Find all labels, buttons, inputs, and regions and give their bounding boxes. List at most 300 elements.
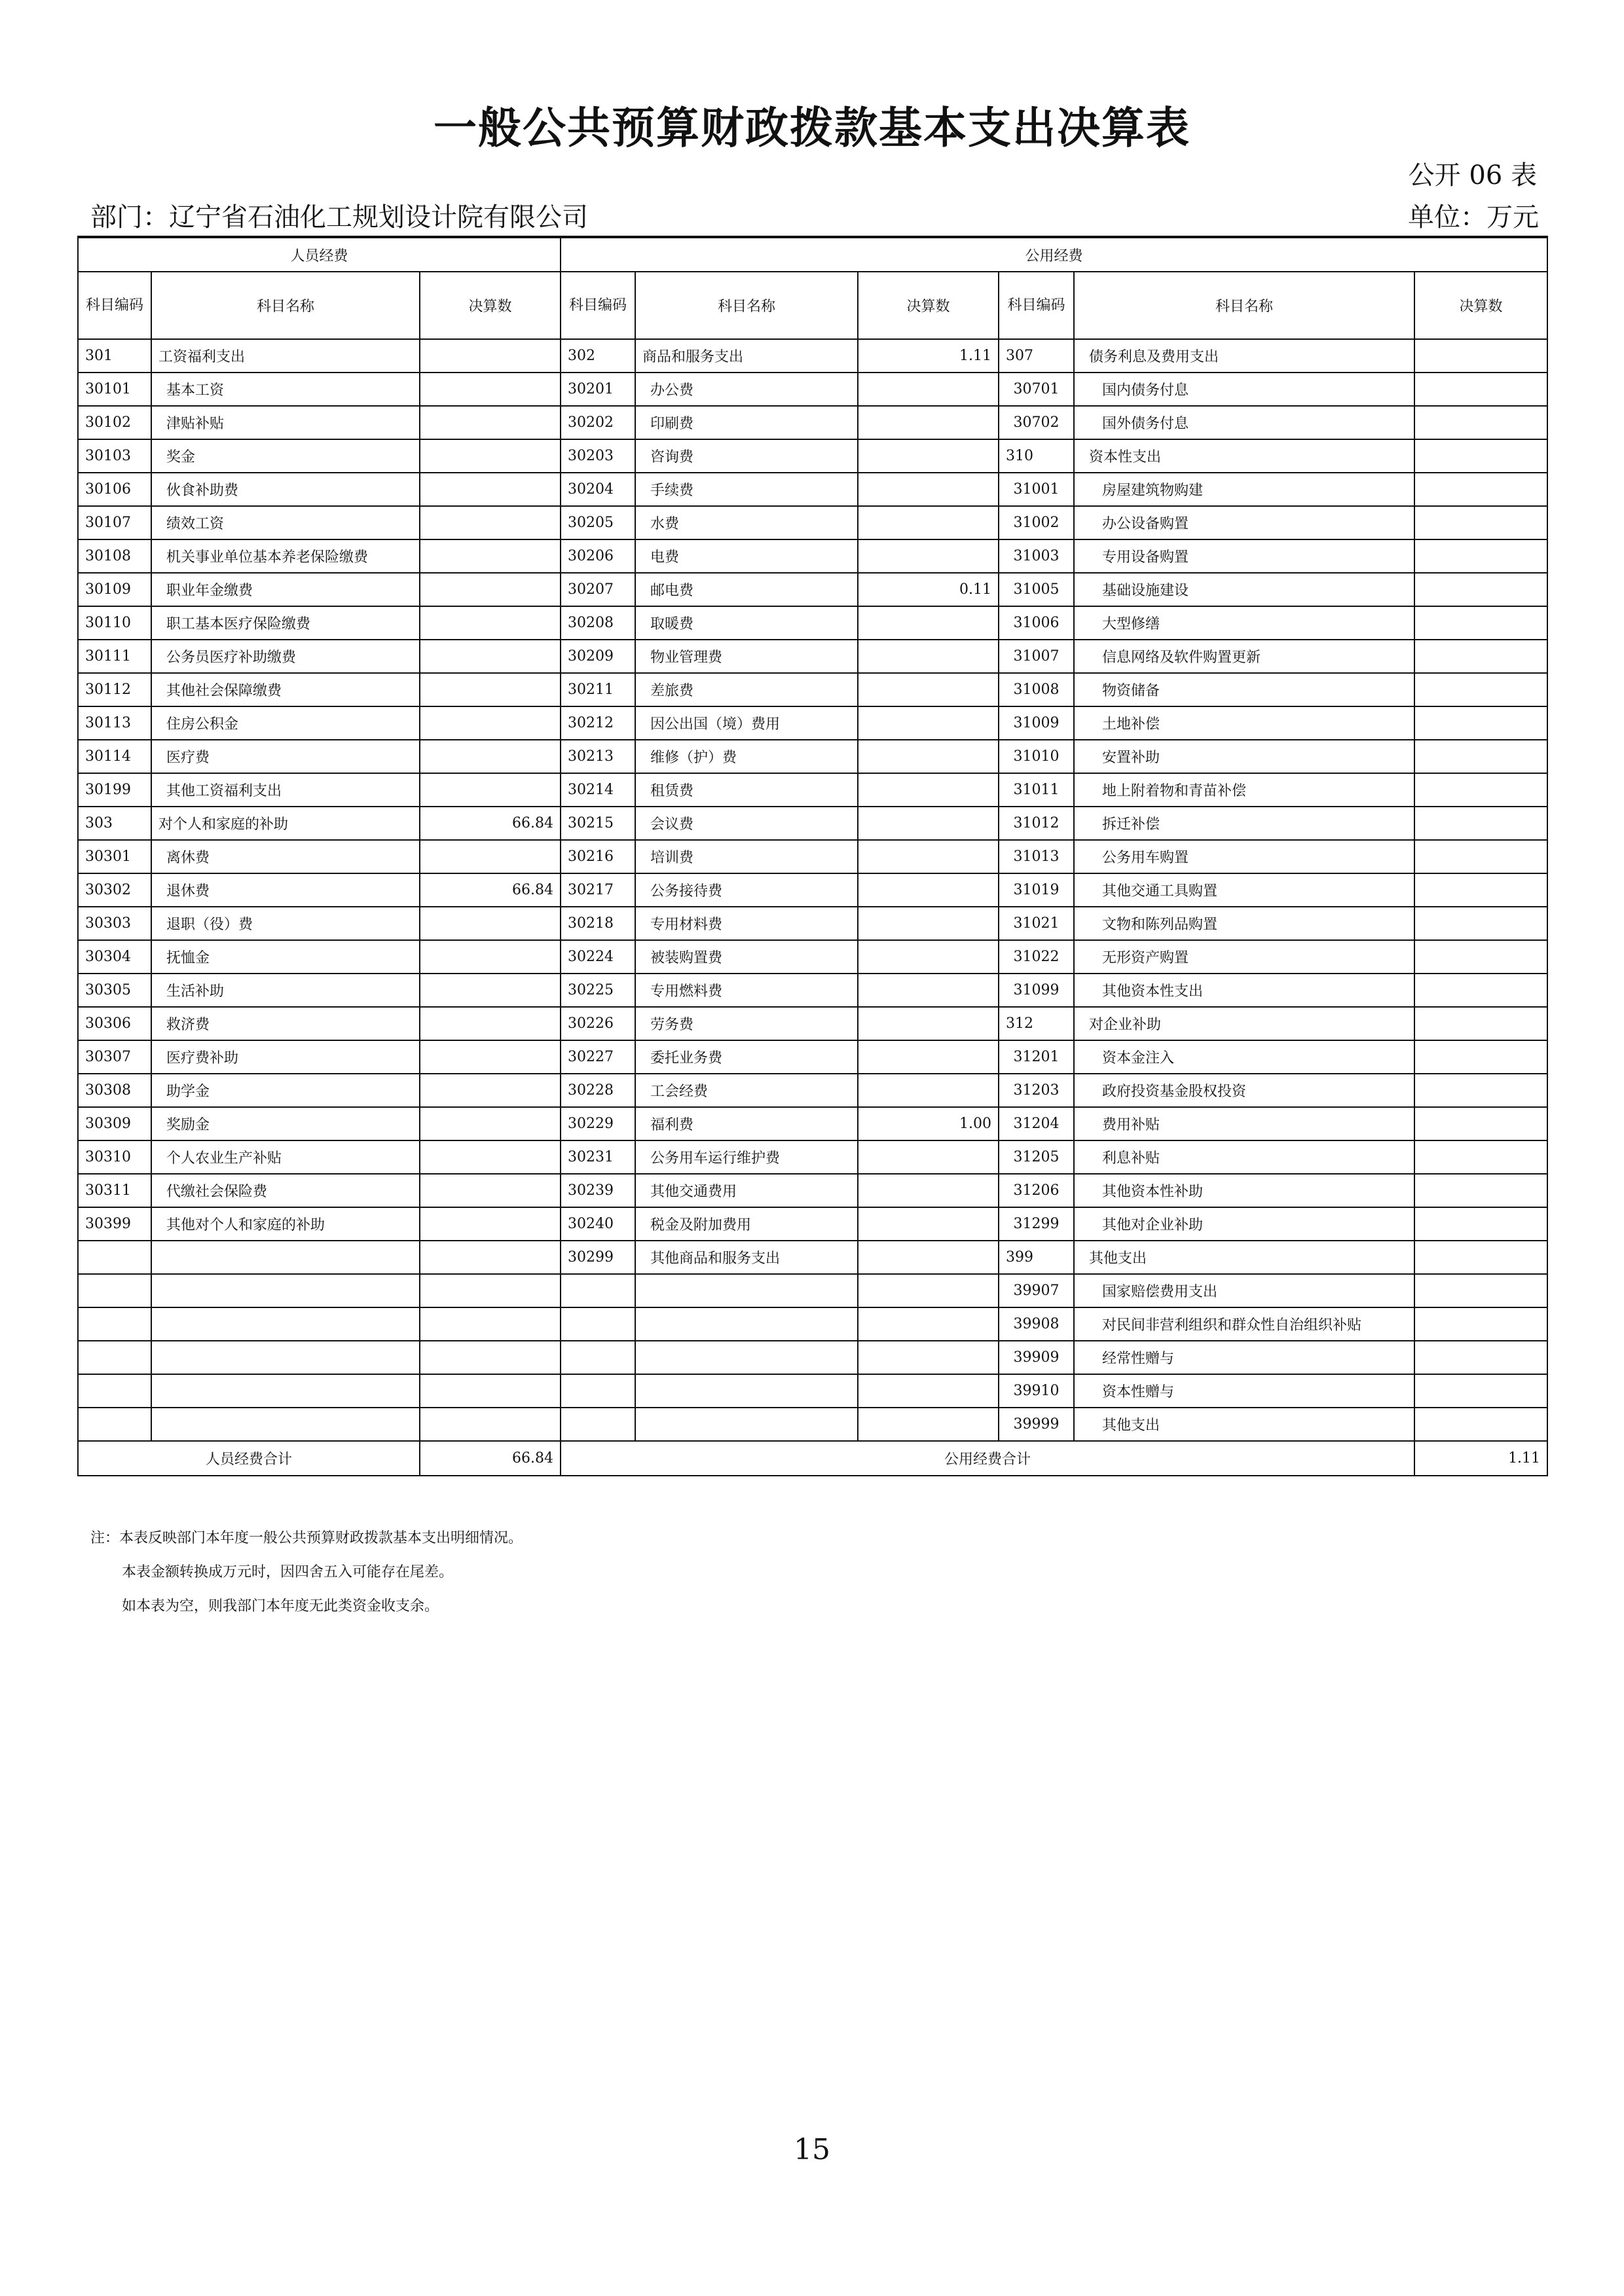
personnel-code-cell: 301 — [78, 339, 151, 373]
personnel-amount-cell — [420, 1307, 561, 1341]
personnel-name-cell: 津贴补贴 — [151, 406, 420, 439]
public-code-cell: 31003 — [999, 539, 1074, 573]
public-code-cell: 307 — [999, 339, 1074, 373]
public-code-cell: 39908 — [999, 1307, 1074, 1341]
public-code-cell: 30208 — [561, 606, 635, 640]
personnel-name-cell: 代缴社会保险费 — [151, 1174, 420, 1207]
personnel-amount-cell — [420, 1374, 561, 1408]
personnel-name-cell — [151, 1374, 420, 1408]
table-row — [78, 1107, 1547, 1140]
public-name-cell: 手续费 — [635, 473, 858, 506]
table-row — [78, 539, 1547, 573]
personnel-name-cell: 退职（役）费 — [151, 907, 420, 940]
public-name-cell: 专用设备购置 — [1074, 539, 1414, 573]
public-amount-cell — [1414, 406, 1547, 439]
public-code-cell: 30240 — [561, 1207, 635, 1241]
public-name-cell: 其他交通工具购置 — [1074, 873, 1414, 907]
public-total-label: 公用经费合计 — [561, 1441, 1414, 1476]
totals-row — [78, 1441, 1547, 1476]
table-row — [78, 1207, 1547, 1241]
table-row — [78, 1307, 1547, 1341]
public-name-cell: 债务利息及费用支出 — [1074, 339, 1414, 373]
table-row — [78, 840, 1547, 873]
public-code-cell — [561, 1307, 635, 1341]
table-row — [78, 1074, 1547, 1107]
personnel-name-cell: 助学金 — [151, 1074, 420, 1107]
personnel-amount-cell — [420, 1174, 561, 1207]
public-amount-cell — [1414, 1007, 1547, 1040]
personnel-amount-cell — [420, 974, 561, 1007]
public-code-cell: 31013 — [999, 840, 1074, 873]
public-name-cell: 费用补贴 — [1074, 1107, 1414, 1140]
note-line: 注：本表反映部门本年度一般公共预算财政拨款基本支出明细情况。 — [90, 1530, 523, 1546]
public-amount-cell — [858, 840, 999, 873]
public-amount-cell — [1414, 1408, 1547, 1441]
note-line: 如本表为空，则我部门本年度无此类资金收支余。 — [122, 1598, 439, 1614]
public-name-cell: 工会经费 — [635, 1074, 858, 1107]
public-name-cell: 被装购置费 — [635, 940, 858, 974]
personnel-name-cell: 个人农业生产补贴 — [151, 1140, 420, 1174]
code-header: 科目编码 — [561, 272, 635, 339]
public-name-cell: 国外债务付息 — [1074, 406, 1414, 439]
public-code-cell: 31008 — [999, 673, 1074, 706]
public-code-cell: 30206 — [561, 539, 635, 573]
public-amount-cell — [858, 373, 999, 406]
personnel-code-cell — [78, 1374, 151, 1408]
personnel-code-cell: 30112 — [78, 673, 151, 706]
public-amount-cell — [1414, 807, 1547, 840]
personnel-code-cell: 30310 — [78, 1140, 151, 1174]
personnel-amount-cell — [420, 1040, 561, 1074]
public-amount-cell — [858, 1241, 999, 1274]
personnel-name-cell: 住房公积金 — [151, 706, 420, 740]
public-amount-cell — [1414, 339, 1547, 373]
personnel-code-cell: 30111 — [78, 640, 151, 673]
public-name-cell: 物业管理费 — [635, 640, 858, 673]
personnel-code-cell: 30109 — [78, 573, 151, 606]
personnel-amount-cell — [420, 1074, 561, 1107]
personnel-code-cell — [78, 1241, 151, 1274]
public-code-cell: 31010 — [999, 740, 1074, 773]
public-name-cell: 政府投资基金股权投资 — [1074, 1074, 1414, 1107]
public-name-cell: 商品和服务支出 — [635, 339, 858, 373]
public-name-cell: 地上附着物和青苗补偿 — [1074, 773, 1414, 807]
public-name-cell: 文物和陈列品购置 — [1074, 907, 1414, 940]
page-title: 一般公共预算财政拨款基本支出决算表 — [434, 103, 1190, 153]
table-row — [78, 506, 1547, 539]
public-code-cell: 30231 — [561, 1140, 635, 1174]
personnel-name-cell: 伙食补助费 — [151, 473, 420, 506]
public-amount-cell — [1414, 1274, 1547, 1307]
personnel-code-cell — [78, 1307, 151, 1341]
public-code-cell: 31205 — [999, 1140, 1074, 1174]
public-amount-cell — [1414, 473, 1547, 506]
table-row — [78, 907, 1547, 940]
public-amount-cell — [858, 439, 999, 473]
public-name-cell: 房屋建筑物购建 — [1074, 473, 1414, 506]
public-amount-cell — [858, 706, 999, 740]
public-code-cell: 31019 — [999, 873, 1074, 907]
public-amount-cell — [1414, 1174, 1547, 1207]
public-amount-cell — [1414, 1040, 1547, 1074]
table-row — [78, 974, 1547, 1007]
public-code-cell: 30213 — [561, 740, 635, 773]
personnel-amount-cell — [420, 706, 561, 740]
public-name-cell: 邮电费 — [635, 573, 858, 606]
personnel-name-cell: 抚恤金 — [151, 940, 420, 974]
public-code-cell: 31204 — [999, 1107, 1074, 1140]
personnel-name-cell: 绩效工资 — [151, 506, 420, 539]
public-amount-cell — [1414, 740, 1547, 773]
public-code-cell: 310 — [999, 439, 1074, 473]
public-amount-cell: 1.11 — [858, 339, 999, 373]
personnel-group-header: 人员经费 — [78, 237, 561, 272]
personnel-name-cell — [151, 1341, 420, 1374]
public-amount-cell — [858, 807, 999, 840]
personnel-amount-cell — [420, 506, 561, 539]
table-row — [78, 807, 1547, 840]
public-amount-cell — [858, 640, 999, 673]
public-amount-cell — [1414, 1307, 1547, 1341]
personnel-name-cell: 奖金 — [151, 439, 420, 473]
public-name-cell: 经常性赠与 — [1074, 1341, 1414, 1374]
public-name-cell: 公务用车运行维护费 — [635, 1140, 858, 1174]
public-amount-cell — [858, 606, 999, 640]
public-code-cell: 30201 — [561, 373, 635, 406]
public-name-cell: 资本金注入 — [1074, 1040, 1414, 1074]
personnel-name-cell: 奖励金 — [151, 1107, 420, 1140]
personnel-name-cell: 职业年金缴费 — [151, 573, 420, 606]
public-amount-cell — [858, 1207, 999, 1241]
personnel-name-cell: 其他社会保障缴费 — [151, 673, 420, 706]
personnel-code-cell: 30306 — [78, 1007, 151, 1040]
public-name-cell: 办公费 — [635, 373, 858, 406]
public-amount-cell — [858, 1007, 999, 1040]
amount-header: 决算数 — [858, 272, 999, 339]
public-amount-cell — [858, 539, 999, 573]
public-code-cell: 399 — [999, 1241, 1074, 1274]
public-code-cell — [561, 1274, 635, 1307]
public-amount-cell — [858, 773, 999, 807]
public-amount-cell — [858, 1274, 999, 1307]
public-amount-cell — [1414, 439, 1547, 473]
personnel-amount-cell — [420, 1207, 561, 1241]
public-amount-cell — [858, 506, 999, 539]
public-amount-cell — [1414, 1341, 1547, 1374]
personnel-code-cell: 30305 — [78, 974, 151, 1007]
public-amount-cell — [1414, 873, 1547, 907]
unit-label: 单位：万元 — [1408, 202, 1539, 232]
public-name-cell: 无形资产购置 — [1074, 940, 1414, 974]
table-row — [78, 573, 1547, 606]
table-notes — [90, 1522, 523, 1624]
personnel-code-cell: 30302 — [78, 873, 151, 907]
public-code-cell: 30216 — [561, 840, 635, 873]
public-code-cell: 31006 — [999, 606, 1074, 640]
public-code-cell: 312 — [999, 1007, 1074, 1040]
public-name-cell: 差旅费 — [635, 673, 858, 706]
table-row — [78, 1341, 1547, 1374]
public-amount-cell — [1414, 1207, 1547, 1241]
personnel-code-cell: 30113 — [78, 706, 151, 740]
personnel-code-cell: 30311 — [78, 1174, 151, 1207]
public-name-cell: 国内债务付息 — [1074, 373, 1414, 406]
personnel-name-cell — [151, 1241, 420, 1274]
personnel-name-cell: 生活补助 — [151, 974, 420, 1007]
public-amount-cell — [858, 1374, 999, 1408]
public-name-cell: 基础设施建设 — [1074, 573, 1414, 606]
public-name-cell: 维修（护）费 — [635, 740, 858, 773]
personnel-name-cell: 救济费 — [151, 1007, 420, 1040]
public-name-cell: 培训费 — [635, 840, 858, 873]
personnel-code-cell: 30307 — [78, 1040, 151, 1074]
personnel-name-cell: 其他对个人和家庭的补助 — [151, 1207, 420, 1241]
public-amount-cell — [858, 1140, 999, 1174]
public-code-cell: 30204 — [561, 473, 635, 506]
public-code-cell: 31001 — [999, 473, 1074, 506]
public-code-cell: 31022 — [999, 940, 1074, 974]
public-name-cell: 其他支出 — [1074, 1241, 1414, 1274]
public-code-cell: 302 — [561, 339, 635, 373]
public-name-cell: 其他交通费用 — [635, 1174, 858, 1207]
public-code-cell: 31021 — [999, 907, 1074, 940]
public-code-cell — [561, 1374, 635, 1408]
personnel-code-cell: 30199 — [78, 773, 151, 807]
table-row — [78, 740, 1547, 773]
public-amount-cell — [1414, 1241, 1547, 1274]
personnel-code-cell: 303 — [78, 807, 151, 840]
public-name-cell: 电费 — [635, 539, 858, 573]
amount-header: 决算数 — [420, 272, 561, 339]
personnel-name-cell: 机关事业单位基本养老保险缴费 — [151, 539, 420, 573]
public-amount-cell — [1414, 706, 1547, 740]
personnel-amount-cell — [420, 673, 561, 706]
personnel-amount-cell — [420, 940, 561, 974]
public-code-cell: 31002 — [999, 506, 1074, 539]
public-amount-cell — [1414, 1074, 1547, 1107]
personnel-name-cell: 退休费 — [151, 873, 420, 907]
public-name-cell: 其他资本性补助 — [1074, 1174, 1414, 1207]
amount-header: 决算数 — [1414, 272, 1547, 339]
name-header: 科目名称 — [151, 272, 420, 339]
personnel-amount-cell — [420, 339, 561, 373]
public-code-cell: 30214 — [561, 773, 635, 807]
table-row — [78, 1408, 1547, 1441]
public-code-cell: 31206 — [999, 1174, 1074, 1207]
personnel-amount-cell — [420, 1107, 561, 1140]
public-amount-cell — [858, 1074, 999, 1107]
personnel-name-cell: 基本工资 — [151, 373, 420, 406]
table-row — [78, 373, 1547, 406]
personnel-amount-cell — [420, 606, 561, 640]
public-code-cell: 30224 — [561, 940, 635, 974]
public-code-cell: 30701 — [999, 373, 1074, 406]
public-name-cell: 税金及附加费用 — [635, 1207, 858, 1241]
personnel-code-cell: 30108 — [78, 539, 151, 573]
public-code-cell: 31201 — [999, 1040, 1074, 1074]
personnel-total-value: 66.84 — [420, 1441, 561, 1476]
public-amount-cell — [1414, 539, 1547, 573]
public-name-cell: 福利费 — [635, 1107, 858, 1140]
public-code-cell: 30229 — [561, 1107, 635, 1140]
public-code-cell: 31012 — [999, 807, 1074, 840]
public-name-cell: 委托业务费 — [635, 1040, 858, 1074]
table-row — [78, 1174, 1547, 1207]
public-name-cell: 专用材料费 — [635, 907, 858, 940]
public-code-cell: 39910 — [999, 1374, 1074, 1408]
public-name-cell — [635, 1408, 858, 1441]
table-row — [78, 1241, 1547, 1274]
personnel-amount-cell — [420, 1007, 561, 1040]
public-amount-cell — [1414, 373, 1547, 406]
public-name-cell: 劳务费 — [635, 1007, 858, 1040]
personnel-amount-cell — [420, 1341, 561, 1374]
public-amount-cell — [1414, 573, 1547, 606]
public-code-cell: 31009 — [999, 706, 1074, 740]
personnel-amount-cell — [420, 406, 561, 439]
table-row — [78, 606, 1547, 640]
public-code-cell: 30207 — [561, 573, 635, 606]
personnel-code-cell: 30114 — [78, 740, 151, 773]
public-amount-cell — [1414, 1374, 1547, 1408]
department-label: 部门：辽宁省石油化工规划设计院有限公司 — [90, 202, 588, 232]
table-row — [78, 673, 1547, 706]
note-line: 本表金额转换成万元时，因四舍五入可能存在尾差。 — [122, 1564, 454, 1580]
personnel-code-cell — [78, 1274, 151, 1307]
public-code-cell: 30205 — [561, 506, 635, 539]
public-name-cell: 国家赔偿费用支出 — [1074, 1274, 1414, 1307]
public-amount-cell — [858, 673, 999, 706]
personnel-name-cell: 离休费 — [151, 840, 420, 873]
public-code-cell: 30702 — [999, 406, 1074, 439]
public-code-cell: 30218 — [561, 907, 635, 940]
personnel-name-cell: 医疗费补助 — [151, 1040, 420, 1074]
personnel-amount-cell — [420, 539, 561, 573]
personnel-amount-cell — [420, 773, 561, 807]
public-name-cell: 其他资本性支出 — [1074, 974, 1414, 1007]
public-code-cell: 31005 — [999, 573, 1074, 606]
public-name-cell — [635, 1307, 858, 1341]
personnel-amount-cell — [420, 1241, 561, 1274]
personnel-code-cell: 30102 — [78, 406, 151, 439]
personnel-name-cell: 对个人和家庭的补助 — [151, 807, 420, 840]
personnel-name-cell: 其他工资福利支出 — [151, 773, 420, 807]
public-name-cell — [635, 1341, 858, 1374]
public-code-cell: 30203 — [561, 439, 635, 473]
page-number: 15 — [794, 2133, 830, 2166]
personnel-amount-cell — [420, 1408, 561, 1441]
public-code-cell: 39907 — [999, 1274, 1074, 1307]
personnel-amount-cell — [420, 573, 561, 606]
public-amount-cell — [1414, 606, 1547, 640]
public-name-cell — [635, 1374, 858, 1408]
public-code-cell: 31007 — [999, 640, 1074, 673]
public-amount-cell — [858, 740, 999, 773]
table-row — [78, 473, 1547, 506]
personnel-amount-cell — [420, 373, 561, 406]
personnel-code-cell: 30106 — [78, 473, 151, 506]
public-code-cell: 31099 — [999, 974, 1074, 1007]
table-row — [78, 640, 1547, 673]
personnel-name-cell — [151, 1274, 420, 1307]
personnel-amount-cell: 66.84 — [420, 873, 561, 907]
public-amount-cell — [858, 974, 999, 1007]
public-code-cell: 39909 — [999, 1341, 1074, 1374]
personnel-amount-cell — [420, 439, 561, 473]
public-name-cell: 其他支出 — [1074, 1408, 1414, 1441]
personnel-amount-cell: 66.84 — [420, 807, 561, 840]
public-name-cell: 土地补偿 — [1074, 706, 1414, 740]
public-amount-cell — [858, 1341, 999, 1374]
public-name-cell: 其他商品和服务支出 — [635, 1241, 858, 1274]
public-amount-cell: 1.00 — [858, 1107, 999, 1140]
personnel-code-cell — [78, 1341, 151, 1374]
public-amount-cell — [1414, 940, 1547, 974]
public-amount-cell — [1414, 773, 1547, 807]
public-amount-cell — [1414, 907, 1547, 940]
public-amount-cell — [1414, 1107, 1547, 1140]
public-code-cell: 30212 — [561, 706, 635, 740]
public-name-cell: 因公出国（境）费用 — [635, 706, 858, 740]
table-row — [78, 1274, 1547, 1307]
form-code: 公开 06 表 — [1408, 160, 1537, 191]
table-row — [78, 1374, 1547, 1408]
public-amount-cell — [858, 406, 999, 439]
public-code-cell: 30202 — [561, 406, 635, 439]
public-name-cell: 印刷费 — [635, 406, 858, 439]
public-amount-cell — [858, 473, 999, 506]
public-code-cell: 30239 — [561, 1174, 635, 1207]
public-code-cell: 31299 — [999, 1207, 1074, 1241]
table-row — [78, 439, 1547, 473]
public-code-cell — [561, 1341, 635, 1374]
public-name-cell: 会议费 — [635, 807, 858, 840]
table-row — [78, 339, 1547, 373]
table-row — [78, 1140, 1547, 1174]
code-header: 科目编码 — [999, 272, 1074, 339]
table-row — [78, 940, 1547, 974]
personnel-code-cell — [78, 1408, 151, 1441]
personnel-code-cell: 30110 — [78, 606, 151, 640]
personnel-code-cell: 30107 — [78, 506, 151, 539]
public-group-header: 公用经费 — [561, 237, 1547, 272]
public-amount-cell — [858, 873, 999, 907]
public-amount-cell — [858, 907, 999, 940]
public-name-cell: 其他对企业补助 — [1074, 1207, 1414, 1241]
personnel-code-cell: 30101 — [78, 373, 151, 406]
personnel-total-label: 人员经费合计 — [78, 1441, 420, 1476]
public-name-cell: 大型修缮 — [1074, 606, 1414, 640]
public-name-cell: 取暖费 — [635, 606, 858, 640]
personnel-amount-cell — [420, 1140, 561, 1174]
personnel-name-cell: 医疗费 — [151, 740, 420, 773]
personnel-name-cell — [151, 1408, 420, 1441]
table-row — [78, 773, 1547, 807]
public-name-cell: 咨询费 — [635, 439, 858, 473]
public-amount-cell — [858, 1307, 999, 1341]
personnel-code-cell: 30303 — [78, 907, 151, 940]
public-code-cell: 30227 — [561, 1040, 635, 1074]
personnel-amount-cell — [420, 473, 561, 506]
public-name-cell: 水费 — [635, 506, 858, 539]
table-row — [78, 1007, 1547, 1040]
public-code-cell: 30228 — [561, 1074, 635, 1107]
public-amount-cell — [1414, 1140, 1547, 1174]
public-code-cell: 30225 — [561, 974, 635, 1007]
public-code-cell: 30217 — [561, 873, 635, 907]
personnel-code-cell: 30304 — [78, 940, 151, 974]
public-code-cell: 31203 — [999, 1074, 1074, 1107]
